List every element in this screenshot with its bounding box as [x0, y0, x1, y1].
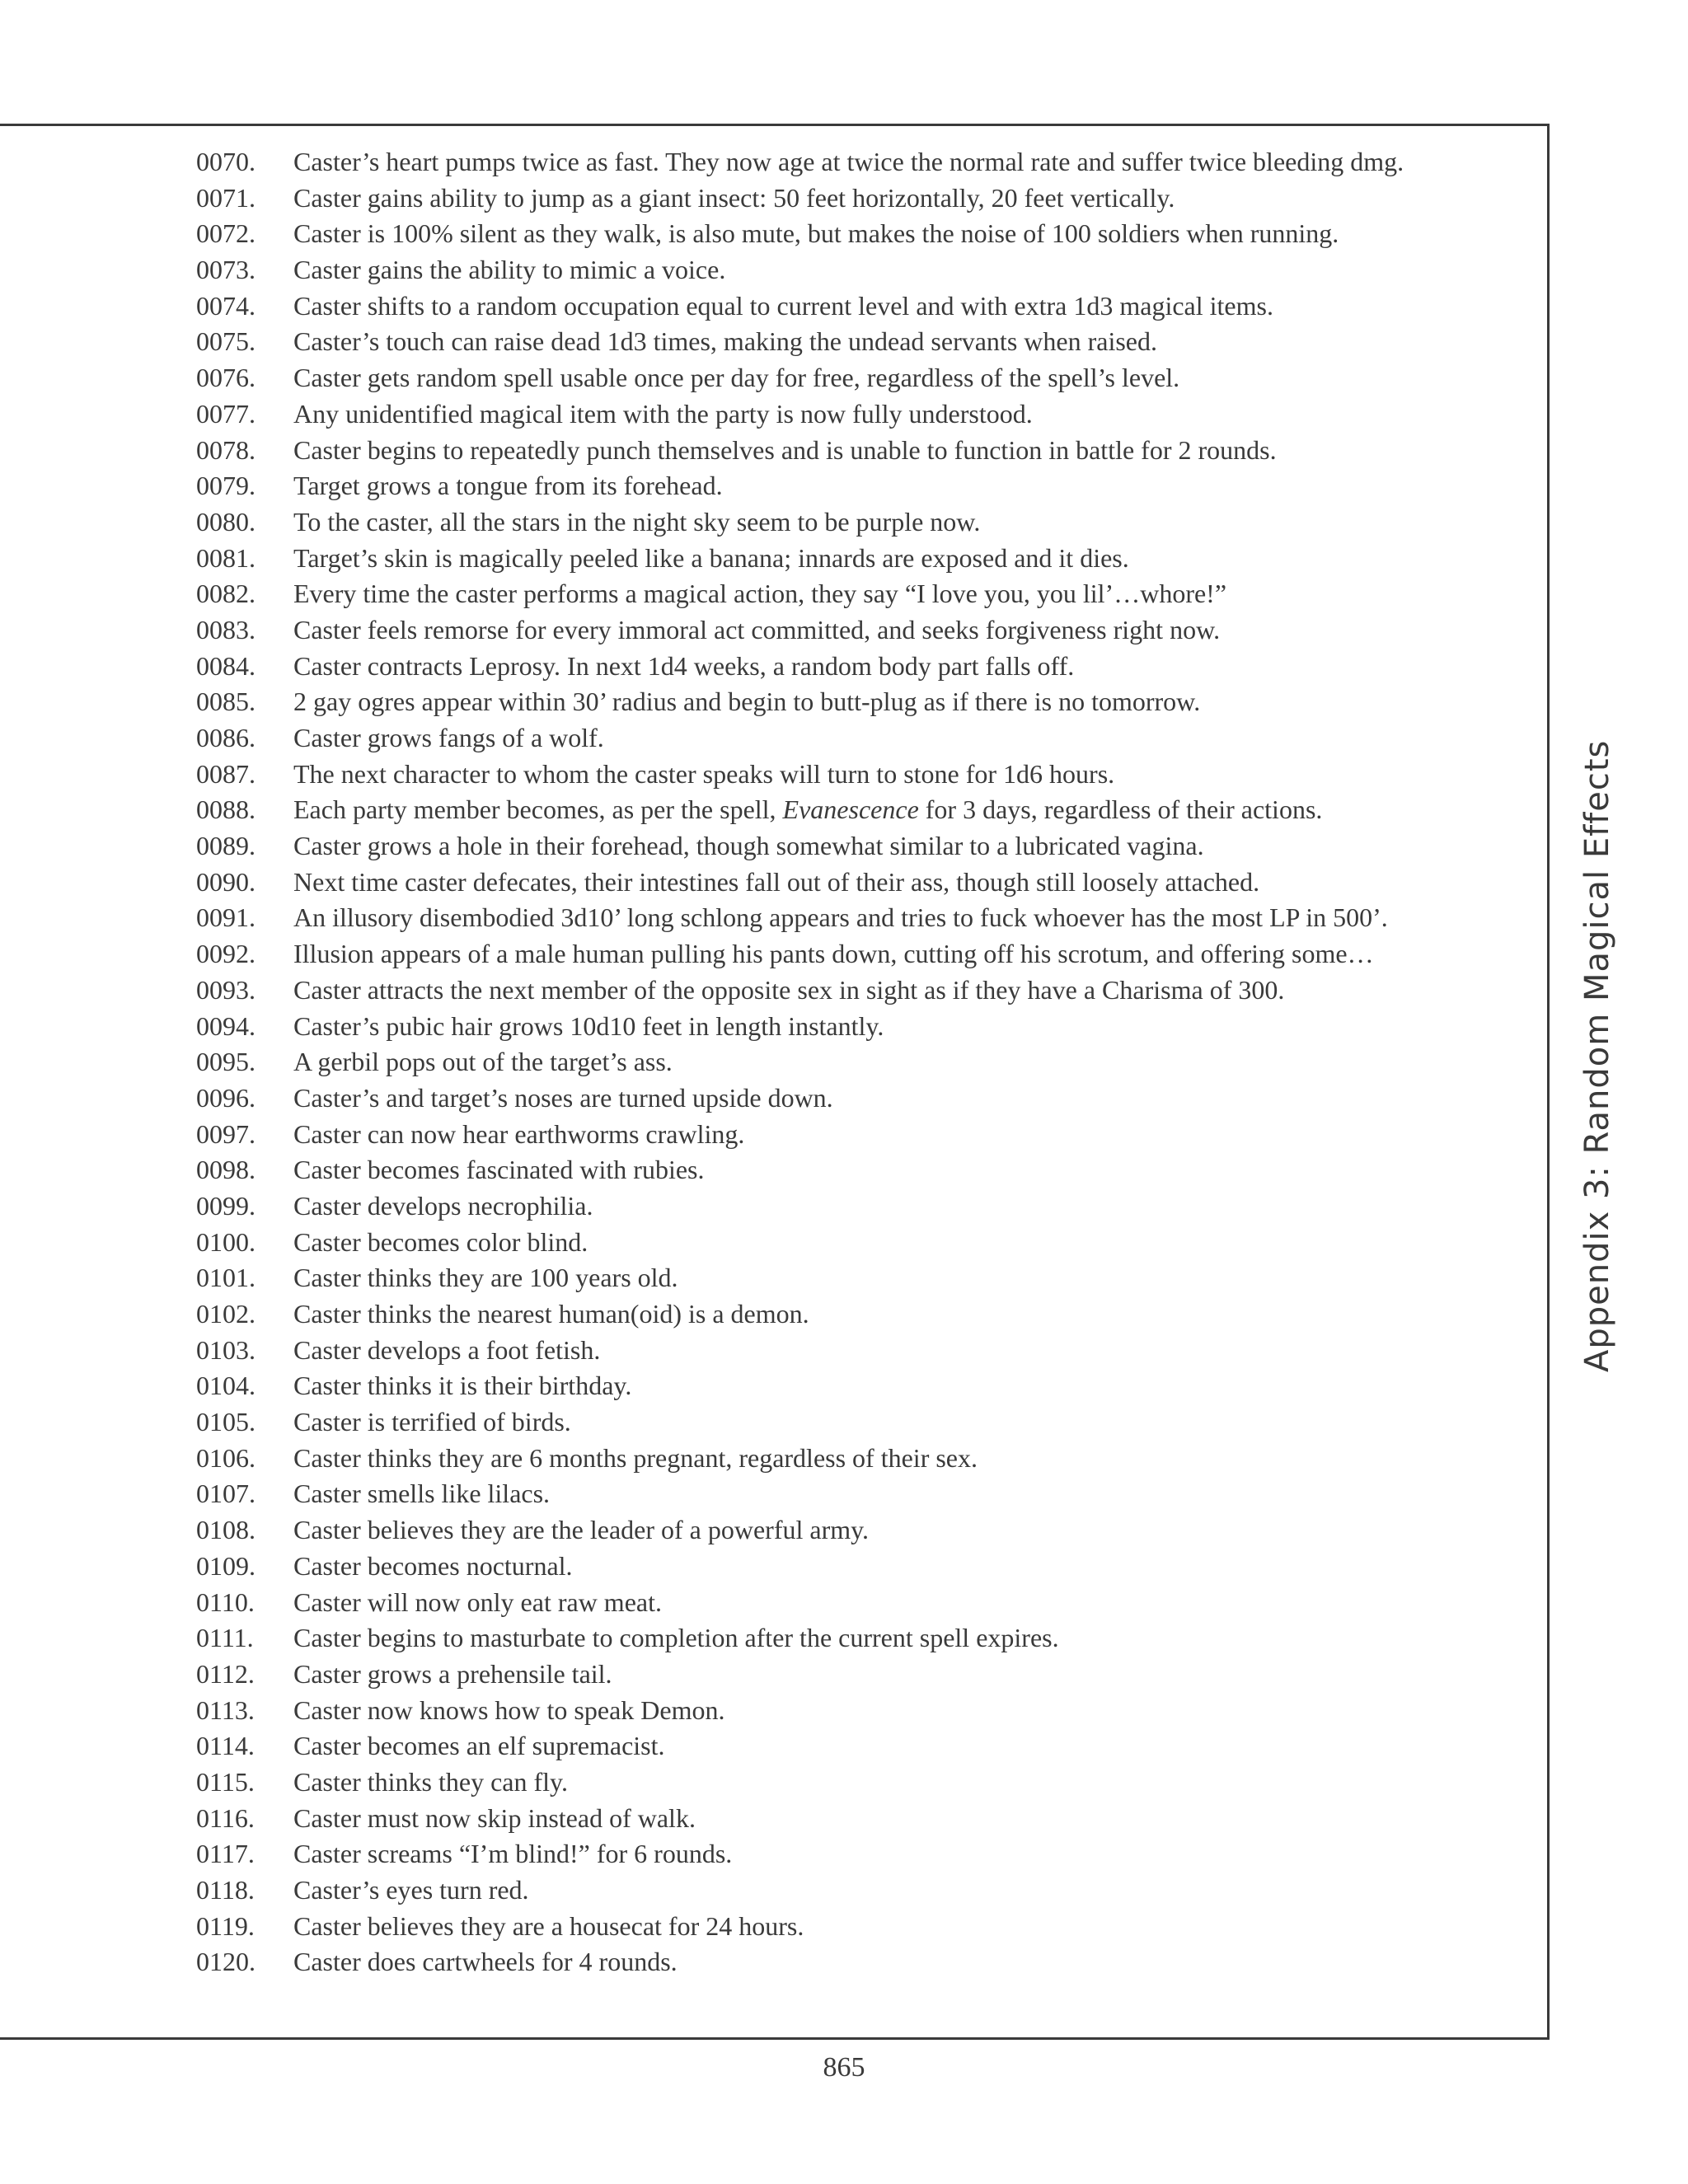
- entry-number: 0095.: [196, 1047, 256, 1077]
- entry-text: Caster develops necrophilia.: [293, 1190, 593, 1221]
- list-item: [0, 360, 1533, 396]
- list-item: [0, 1944, 1533, 1980]
- entry-number: 0084.: [196, 650, 256, 681]
- entry-number: 0117.: [196, 1839, 255, 1869]
- list-item: [0, 541, 1533, 577]
- entry-text: Caster’s pubic hair grows 10d10 feet in length instantly.: [293, 1010, 884, 1041]
- entry-number: 0116.: [196, 1802, 255, 1833]
- entry-number: 0089.: [196, 831, 256, 861]
- entry-number: 0093.: [196, 974, 256, 1005]
- entry-text: Caster thinks it is their birthday.: [293, 1371, 632, 1401]
- list-item: [0, 1765, 1533, 1801]
- entry-text: Caster grows fangs of a wolf.: [293, 723, 604, 752]
- list-item: [0, 900, 1533, 936]
- entry-text: Caster becomes fascinated with rubies.: [293, 1155, 705, 1185]
- entry-text: Caster thinks the nearest human(oid) is a demon.: [293, 1299, 809, 1329]
- entry-number: 0088.: [196, 794, 256, 825]
- list-item: [0, 1657, 1533, 1693]
- entry-number: 0074.: [196, 290, 256, 321]
- list-item: [0, 828, 1533, 865]
- list-item: [0, 216, 1533, 252]
- list-item: [0, 1260, 1533, 1296]
- entry-text-italic: Evanescence: [782, 794, 919, 825]
- entry-text: Next time caster defecates, their intestines fall out of their ass, though still loosely attached.: [293, 866, 1260, 897]
- entry-number: 0085.: [196, 687, 256, 717]
- list-item: [0, 865, 1533, 901]
- list-item: [0, 1512, 1533, 1549]
- entry-number: 0102.: [196, 1299, 256, 1329]
- entry-number: 0107.: [196, 1479, 256, 1509]
- entry-number: 0100.: [196, 1226, 256, 1257]
- list-item: [0, 1549, 1533, 1585]
- entry-number: 0087.: [196, 758, 256, 789]
- entry-text: To the caster, all the stars in the night sky seem to be purple now.: [293, 506, 981, 537]
- list-item: [0, 612, 1533, 649]
- entry-number: 0099.: [196, 1190, 256, 1221]
- entry-number: 0115.: [196, 1766, 255, 1797]
- list-item: [0, 936, 1533, 972]
- list-item: [0, 1188, 1533, 1225]
- entry-text: Caster grows a prehensile tail.: [293, 1658, 612, 1689]
- list-item: [0, 1009, 1533, 1045]
- entry-text: The next character to whom the caster speaks will turn to stone for 1d6 hours.: [293, 758, 1115, 789]
- list-item: [0, 1117, 1533, 1153]
- entry-number: 0111.: [196, 1623, 254, 1653]
- entry-text: Caster becomes an elf supremacist.: [293, 1731, 665, 1761]
- entry-text: Caster believes they are the leader of a powerful army.: [293, 1515, 870, 1545]
- entry-number: 0079.: [196, 471, 256, 501]
- entry-text: Caster is terrified of birds.: [293, 1407, 571, 1437]
- list-item: [0, 1620, 1533, 1657]
- list-item: [0, 1909, 1533, 1945]
- entry-text: Caster’s touch can raise dead 1d3 times, making the undead servants when raised.: [293, 326, 1157, 357]
- list-item: [0, 433, 1533, 469]
- list-item: [0, 1441, 1533, 1477]
- entry-number: 0101.: [196, 1263, 256, 1293]
- entry-number: 0092.: [196, 939, 256, 969]
- list-item: [0, 1836, 1533, 1872]
- list-item: [0, 1296, 1533, 1333]
- entry-text: Any unidentified magical item with the party is now fully understood.: [293, 398, 1033, 429]
- list-item: [0, 1801, 1533, 1837]
- entry-text: Caster gets random spell usable once per day for free, regardless of the spell’s level.: [293, 363, 1180, 393]
- list-item: [0, 144, 1533, 180]
- entry-number: 0108.: [196, 1515, 256, 1545]
- entry-text: Caster develops a foot fetish.: [293, 1334, 601, 1365]
- entry-number: 0083.: [196, 614, 256, 644]
- entry-text: An illusory disembodied 3d10’ long schlong appears and tries to fuck whoever has the most LP in 500’.: [293, 902, 1388, 933]
- list-item: [0, 1225, 1533, 1261]
- effects-list: [0, 144, 1533, 1980]
- entry-text: Caster does cartwheels for 4 rounds.: [293, 1947, 678, 1977]
- list-item: [0, 180, 1533, 217]
- entry-number: 0114.: [196, 1731, 255, 1761]
- entry-text-part: Each party member becomes, as per the spell,: [293, 794, 783, 825]
- entry-number: 0097.: [196, 1118, 256, 1149]
- entry-text: Caster smells like lilacs.: [293, 1479, 551, 1509]
- entry-text: Caster believes they are a housecat for 24 hours.: [293, 1910, 804, 1941]
- entry-number: 0077.: [196, 398, 256, 429]
- entry-number: 0086.: [196, 723, 256, 752]
- list-item: [0, 396, 1533, 433]
- list-item: [0, 1585, 1533, 1621]
- entry-text: Caster feels remorse for every immoral act committed, and seeks forgiveness right now.: [293, 614, 1221, 644]
- entry-number: 0104.: [196, 1371, 256, 1401]
- entry-number: 0094.: [196, 1010, 256, 1041]
- page-number: 865: [823, 2052, 865, 2083]
- entry-number: 0075.: [196, 326, 256, 357]
- entry-text: Caster is 100% silent as they walk, is also mute, but makes the noise of 100 soldiers when running.: [293, 218, 1339, 249]
- entry-number: 0076.: [196, 363, 256, 393]
- entry-number: 0119.: [196, 1910, 255, 1941]
- entry-number: 0080.: [196, 506, 256, 537]
- entry-text: Caster screams “I’m blind!” for 6 rounds.: [293, 1839, 733, 1869]
- list-item: [0, 1368, 1533, 1404]
- entry-text: Caster now knows how to speak Demon.: [293, 1694, 725, 1725]
- list-item: [0, 1080, 1533, 1117]
- entry-number: 0073.: [196, 255, 256, 285]
- entry-number: 0109.: [196, 1550, 256, 1581]
- list-item: [0, 757, 1533, 793]
- list-item: [0, 576, 1533, 612]
- list-item: [0, 792, 1533, 828]
- entry-number: 0113.: [196, 1694, 255, 1725]
- entry-text: Caster grows a hole in their forehead, though somewhat similar to a lubricated vagina.: [293, 831, 1204, 861]
- entry-text: Caster’s heart pumps twice as fast. They now age at twice the normal rate and suffer twice bleeding dmg.: [293, 147, 1404, 176]
- entry-number: 0090.: [196, 866, 256, 897]
- entry-text: Caster’s and target’s noses are turned upside down.: [293, 1082, 833, 1113]
- list-item: [0, 1404, 1533, 1441]
- list-item: [0, 1152, 1533, 1188]
- entry-text: 2 gay ogres appear within 30’ radius and begin to butt-plug as if there is no tomorrow.: [293, 687, 1201, 717]
- list-item: [0, 649, 1533, 685]
- list-item: [0, 252, 1533, 288]
- list-item: [0, 324, 1533, 360]
- entry-text: Caster thinks they can fly.: [293, 1766, 568, 1797]
- entry-text: Caster thinks they are 100 years old.: [293, 1263, 678, 1293]
- entry-text: Every time the caster performs a magical action, they say “I love you, you lil’…whore!”: [293, 579, 1227, 609]
- side-title: Appendix 3: Random Magical Effects: [1578, 739, 1616, 1372]
- entry-text: Caster gains the ability to mimic a voice.: [293, 255, 726, 285]
- entry-text: Caster can now hear earthworms crawling.: [293, 1118, 745, 1149]
- entry-number: 0096.: [196, 1082, 256, 1113]
- entry-number: 0098.: [196, 1155, 256, 1185]
- entry-text-part: for 3 days, regardless of their actions.: [918, 794, 1323, 825]
- list-item: [0, 684, 1533, 720]
- list-item: [0, 1872, 1533, 1909]
- entry-number: 0091.: [196, 902, 256, 933]
- entry-text: Caster becomes nocturnal.: [293, 1550, 573, 1581]
- entry-text: Caster’s eyes turn red.: [293, 1875, 529, 1905]
- entry-number: 0070.: [196, 147, 256, 176]
- entry-text: A gerbil pops out of the target’s ass.: [293, 1047, 673, 1077]
- entry-text: Illusion appears of a male human pulling his pants down, cutting off his scrotum, and offering some…: [293, 939, 1374, 969]
- list-item: [0, 972, 1533, 1009]
- entry-number: 0082.: [196, 579, 256, 609]
- entry-text: Caster will now only eat raw meat.: [293, 1586, 662, 1617]
- list-item: [0, 720, 1533, 757]
- list-item: [0, 1333, 1533, 1369]
- entry-text: Caster must now skip instead of walk.: [293, 1802, 696, 1833]
- list-item: [0, 1476, 1533, 1512]
- entry-text: Caster begins to masturbate to completion after the current spell expires.: [293, 1623, 1059, 1653]
- list-item: [0, 1728, 1533, 1765]
- entry-text: [293, 792, 1322, 828]
- entry-number: 0103.: [196, 1334, 256, 1365]
- list-item: [0, 288, 1533, 325]
- list-item: [0, 468, 1533, 504]
- entry-text: Caster becomes color blind.: [293, 1226, 588, 1257]
- entry-number: 0110.: [196, 1586, 255, 1617]
- entry-number: 0105.: [196, 1407, 256, 1437]
- entry-text: Caster contracts Leprosy. In next 1d4 weeks, a random body part falls off.: [293, 650, 1075, 681]
- list-item: [0, 1693, 1533, 1729]
- list-item: [0, 1044, 1533, 1080]
- list-item: [0, 504, 1533, 541]
- entry-text: Target grows a tongue from its forehead.: [293, 471, 723, 501]
- entry-text: Caster begins to repeatedly punch themselves and is unable to function in battle for 2 rounds.: [293, 434, 1277, 465]
- entry-number: 0078.: [196, 434, 256, 465]
- entry-text: Caster attracts the next member of the opposite sex in sight as if they have a Charisma of 300.: [293, 974, 1285, 1005]
- entry-text: Caster gains ability to jump as a giant insect: 50 feet horizontally, 20 feet vertically.: [293, 182, 1175, 213]
- entry-number: 0112.: [196, 1658, 255, 1689]
- entry-number: 0071.: [196, 182, 256, 213]
- entry-text: Caster thinks they are 6 months pregnant, regardless of their sex.: [293, 1442, 978, 1473]
- entry-text: Target’s skin is magically peeled like a banana; innards are exposed and it dies.: [293, 542, 1129, 573]
- entry-number: 0120.: [196, 1947, 256, 1977]
- entry-text: Caster shifts to a random occupation equal to current level and with extra 1d3 magical items.: [293, 290, 1273, 321]
- entry-number: 0118.: [196, 1875, 255, 1905]
- entry-number: 0106.: [196, 1442, 256, 1473]
- entry-number: 0072.: [196, 218, 256, 249]
- entry-number: 0081.: [196, 542, 256, 573]
